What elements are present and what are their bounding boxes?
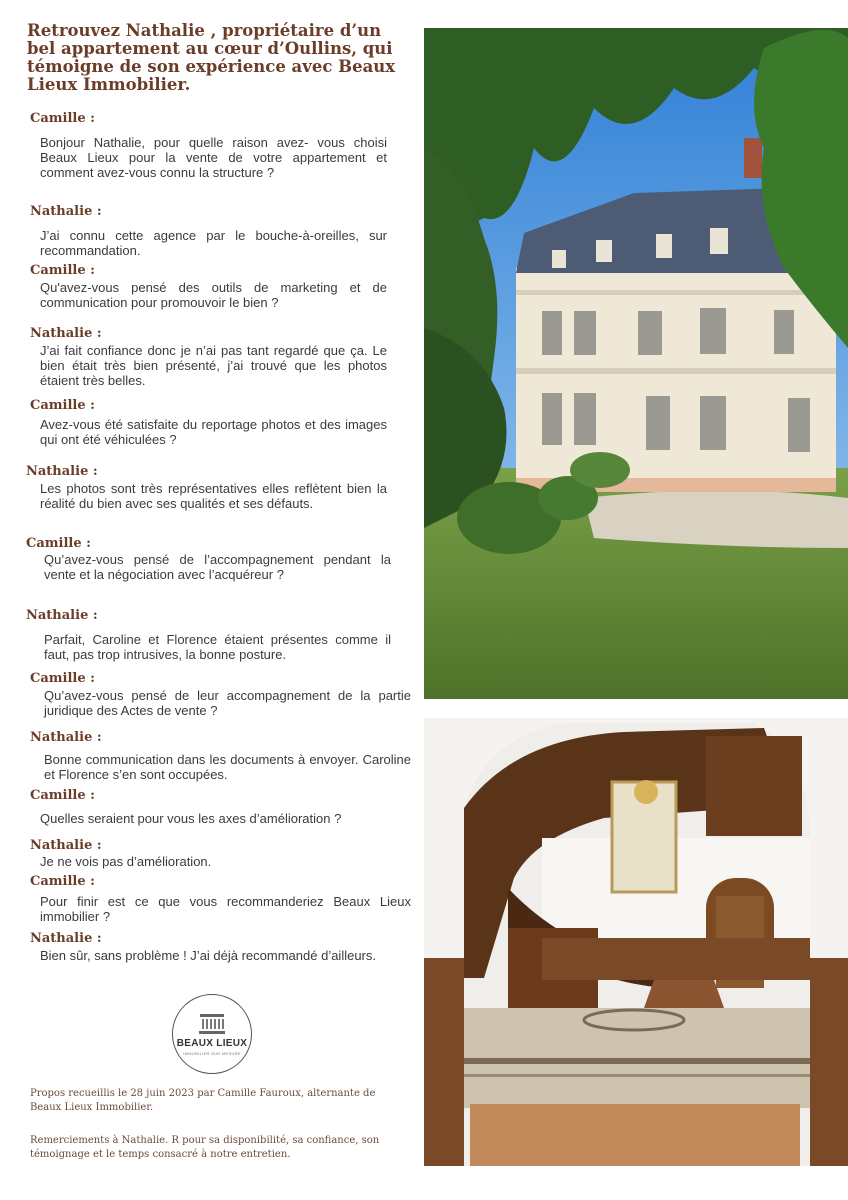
footer-thanks: Remerciements à Nathalie. R pour sa disponibilité, sa confiance, son témoignage et le temps consacré à notre entretien. (30, 1135, 380, 1160)
qa-item (26, 536, 391, 582)
question-text: Pour finir est ce que vous recommanderiez Beaux Lieux immobilier ? (40, 894, 411, 924)
qa-item (30, 838, 411, 869)
staircase-photo (424, 718, 848, 1166)
answer-text: Je ne vois pas d’amélioration. (40, 854, 212, 869)
question-text: Quelles seraient pour vous les axes d’amélioration ? (40, 811, 342, 826)
qa-item (30, 263, 387, 310)
speaker-label: Camille : (30, 263, 95, 278)
qa-item (30, 111, 387, 180)
logo-tagline: IMMOBILIER SUR MESURE (183, 1050, 241, 1056)
qa-item (30, 671, 411, 718)
answer-text: Parfait, Caroline et Florence étaient présentes comme il faut, pas trop intrusives, la bonne posture. (44, 632, 391, 662)
qa-item (30, 398, 387, 447)
answer-text: Bien sûr, sans problème ! J’ai déjà recommandé d’ailleurs. (40, 948, 377, 963)
building-photo (424, 28, 848, 699)
speaker-label: Camille : (26, 536, 91, 551)
question-text: Qu’avez-vous pensé de leur accompagnement de la partie juridique des Actes de vente ? (44, 688, 411, 718)
speaker-label: Nathalie : (30, 204, 102, 219)
qa-item (30, 788, 411, 826)
answer-text: J’ai fait confiance donc je n’ai pas tant regardé que ça. Le bien était très bien présenté, j’ai trouvé que les photos étaient très belles. (40, 343, 387, 388)
building-icon (197, 1013, 227, 1035)
speaker-label: Camille : (30, 111, 95, 126)
question-text: Avez-vous été satisfaite du reportage photos et des images qui ont été véhiculées ? (40, 417, 387, 447)
qa-item (30, 326, 387, 388)
speaker-label: Nathalie : (30, 730, 102, 745)
footer-credit: Propos recueillis le 28 juin 2023 par Camille Fauroux, alternante de Beaux Lieux Immobilier. (30, 1088, 376, 1113)
question-text: Qu'avez-vous pensé des outils de marketing et de communication pour promouvoir le bien ? (40, 280, 387, 310)
speaker-label: Nathalie : (26, 464, 98, 479)
speaker-label: Nathalie : (30, 931, 102, 946)
answer-text: J’ai connu cette agence par le bouche-à-oreilles, sur recommandation. (40, 228, 387, 258)
speaker-label: Camille : (30, 788, 95, 803)
qa-item (30, 874, 411, 924)
qa-item (30, 204, 387, 258)
qa-item (30, 931, 411, 963)
qa-item (26, 464, 387, 511)
speaker-label: Camille : (30, 671, 95, 686)
question-text: Bonjour Nathalie, pour quelle raison avez- vous choisi Beaux Lieux pour la vente de votre appartement et comment avez-vous connu la structure ? (40, 135, 387, 180)
answer-text: Bonne communication dans les documents à envoyer. Caroline et Florence s’en sont occupées. (44, 752, 411, 782)
question-text: Qu’avez-vous pensé de l’accompagnement pendant la vente et la négociation avec l’acquéreur ? (44, 552, 391, 582)
speaker-label: Nathalie : (26, 608, 98, 623)
answer-text: Les photos sont très représentatives elles reflètent bien la réalité du bien avec ses qualités et ses défauts. (40, 481, 387, 511)
qa-item (30, 730, 411, 782)
speaker-label: Camille : (30, 874, 95, 889)
page-title: Retrouvez Nathalie , propriétaire d’un bel appartement au cœur d’Oullins, qui témoigne de son expérience avec Beaux Lieux Immobilier. (27, 21, 396, 94)
speaker-label: Nathalie : (30, 326, 102, 341)
speaker-label: Camille : (30, 398, 95, 413)
speaker-label: Nathalie : (30, 838, 102, 853)
beaux-lieux-logo (172, 994, 252, 1074)
qa-item (26, 608, 391, 662)
logo-name: BEAUX LIEUX (176, 1037, 248, 1049)
